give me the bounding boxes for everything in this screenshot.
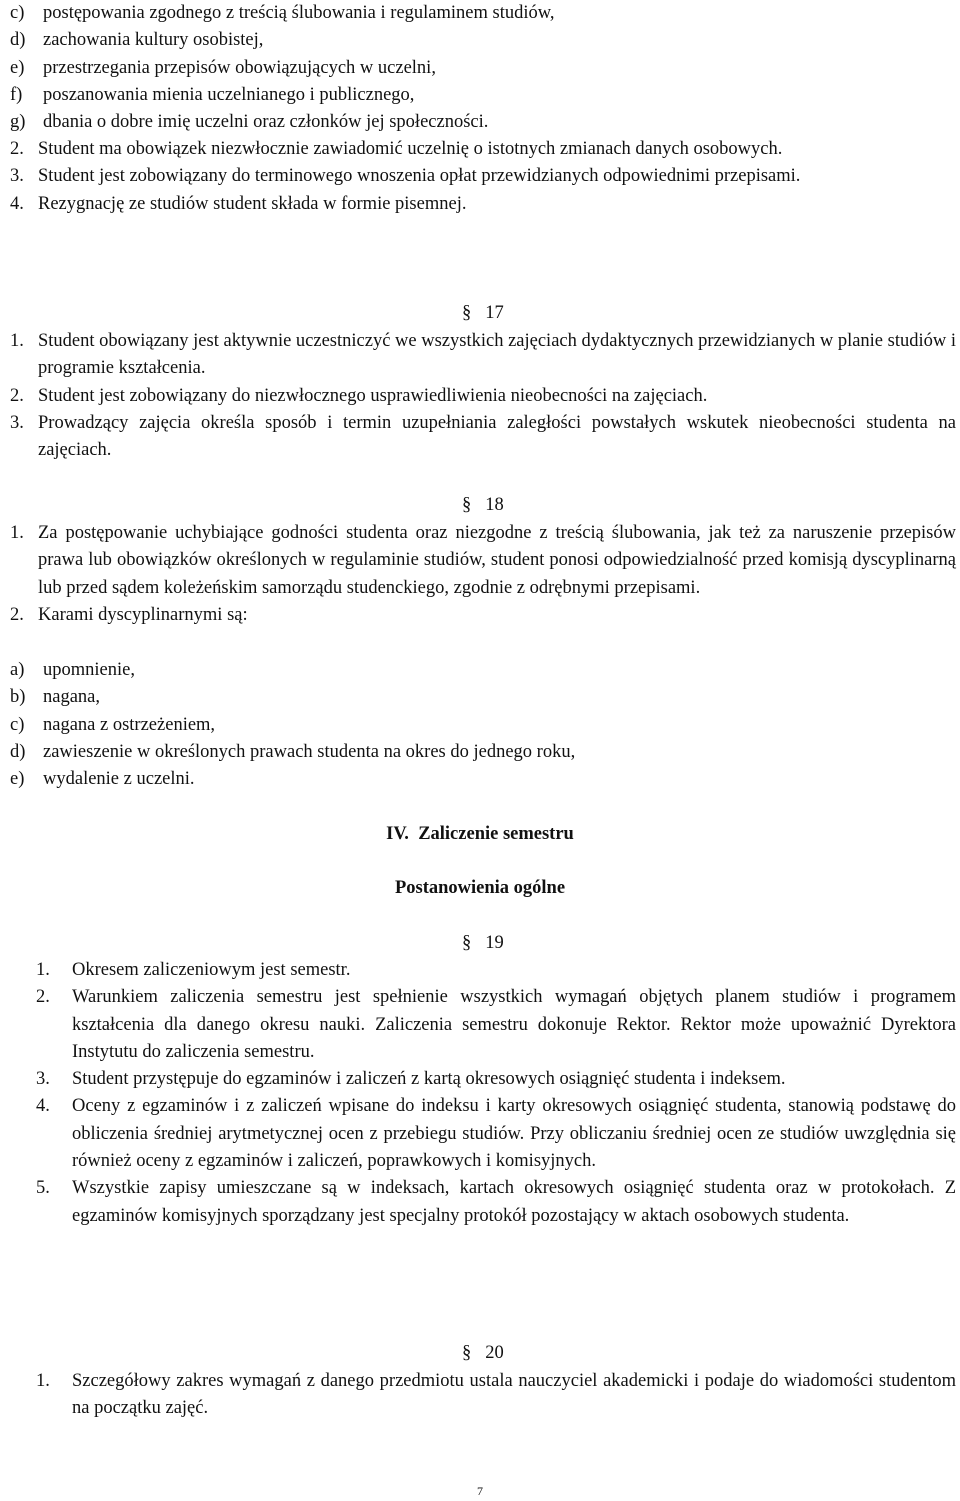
point-number: 2. xyxy=(10,385,24,406)
numbered-point xyxy=(10,602,956,629)
list-text: wydalenie z uczelni. xyxy=(43,769,195,790)
penalties-list xyxy=(10,657,956,793)
point-text: Wszystkie zapisy umieszczane są w indeksach, kartach okresowych osiągnięć studenta oraz w protokołach. Z egzaminów komisyjnych sporządzany jest specjalny protokół pozostający w aktach osobowych studenta. xyxy=(72,1178,956,1226)
list-marker: a) xyxy=(10,660,25,680)
list-text: upomnienie, xyxy=(43,660,135,680)
point-text: Karami dyscyplinarnymi są: xyxy=(38,604,248,625)
list-item xyxy=(10,684,956,711)
section-sign: § xyxy=(462,933,472,953)
list-marker: d) xyxy=(10,741,26,762)
numbered-point xyxy=(10,520,956,602)
list-item xyxy=(10,109,956,136)
list-text: nagana z ostrzeżeniem, xyxy=(43,714,216,735)
point-number: 1. xyxy=(10,331,24,351)
list-text: zawieszenie w określonych prawach studenta na okres do jednego roku, xyxy=(43,741,576,762)
list-marker: b) xyxy=(10,687,26,708)
list-marker: c) xyxy=(10,714,25,735)
points-list xyxy=(10,136,956,218)
page-number: 7 xyxy=(477,1484,483,1498)
section-18-heading xyxy=(462,492,504,519)
list-item xyxy=(10,657,956,684)
point-text: Za postępowanie uchybiające godności studenta oraz niezgodne z treścią ślubowania, jak też za naruszenie przepisów prawa lub obowiązków określonych w regulaminie studiów, student ponosi odpowiedzialność przed komisją dyscyplinarną lub przed sądem koleżeńskim samorządu studenckiego, zgodnie z odrębnymi przepisami. xyxy=(38,523,956,598)
point-text: Student przystępuje do egzaminów i zaliczeń z kartą okresowych osiągnięć studenta i indeksem. xyxy=(72,1069,786,1090)
chapter-numeral: IV. xyxy=(386,824,409,844)
numbered-point xyxy=(10,383,956,410)
section-number: 18 xyxy=(485,495,504,515)
section-19-points xyxy=(36,957,956,1230)
numbered-point xyxy=(10,163,956,190)
list-marker: e) xyxy=(10,57,25,78)
list-text: poszanowania mienia uczelnianego i publicznego, xyxy=(43,84,415,105)
section-19-heading xyxy=(462,930,504,957)
point-number: 2. xyxy=(10,139,24,159)
obligations-list xyxy=(10,0,956,136)
point-text: Student jest zobowiązany do niezwłocznego usprawiedliwienia nieobecności na zajęciach. xyxy=(38,385,708,406)
point-number: 3. xyxy=(10,166,24,187)
point-number: 4. xyxy=(36,1096,50,1117)
point-number: 3. xyxy=(10,412,24,433)
list-item xyxy=(10,766,956,793)
point-text: Student ma obowiązek niezwłocznie zawiadomić uczelnię o istotnych zmianach danych osobowych. xyxy=(38,139,783,159)
numbered-point xyxy=(36,984,956,1066)
list-text: postępowania zgodnego z treścią ślubowania i regulaminem studiów, xyxy=(43,3,555,23)
numbered-point xyxy=(36,1175,956,1230)
numbered-point xyxy=(36,957,956,984)
numbered-point xyxy=(10,328,956,383)
subheading: Postanowienia ogólne xyxy=(394,878,566,898)
point-text: Rezygnację ze studiów student składa w formie pisemnej. xyxy=(38,193,467,214)
section-number: 19 xyxy=(485,933,504,953)
point-number: 1. xyxy=(10,523,24,543)
point-text: Student obowiązany jest aktywnie uczestniczyć we wszystkich zajęciach dydaktycznych przewidzianych w planie studiów i programie kształcenia. xyxy=(38,331,956,379)
numbered-point xyxy=(36,1066,956,1093)
numbered-point xyxy=(10,410,956,465)
list-marker: c) xyxy=(10,3,25,23)
point-number: 1. xyxy=(36,1371,50,1391)
section-20-points xyxy=(36,1368,956,1423)
list-text: dbania o dobre imię uczelni oraz członków jej społeczności. xyxy=(43,112,489,133)
section-20-heading xyxy=(462,1340,504,1367)
point-number: 1. xyxy=(36,960,50,980)
list-marker: d) xyxy=(10,30,26,51)
list-text: zachowania kultury osobistej, xyxy=(43,30,264,51)
section-sign: § xyxy=(462,1343,472,1363)
point-text: Student jest zobowiązany do terminowego wnoszenia opłat przewidzianych odpowiednimi przepisami. xyxy=(38,166,801,187)
section-sign: § xyxy=(462,303,472,323)
list-marker: f) xyxy=(10,84,23,105)
list-item xyxy=(10,712,956,739)
chapter-heading xyxy=(0,821,960,848)
list-text: nagana, xyxy=(43,687,101,708)
point-text: Warunkiem zaliczenia semestru jest spełnienie wszystkich wymagań objętych planem studiów i programem kształcenia dla danego okresu nauki. Zaliczenia semestru dokonuje Rektor. Rektor może upoważnić Dyrektora Instytutu do zaliczenia semestru. xyxy=(72,987,956,1062)
list-item xyxy=(10,0,956,27)
list-marker: g) xyxy=(10,112,26,133)
list-item xyxy=(10,55,956,82)
section-17-heading xyxy=(462,300,504,327)
numbered-point xyxy=(10,136,956,163)
section-number: 20 xyxy=(485,1343,504,1363)
numbered-point xyxy=(36,1093,956,1175)
list-text: przestrzegania przepisów obowiązujących w uczelni, xyxy=(43,57,436,78)
point-text: Szczegółowy zakres wymagań z danego przedmiotu ustala nauczyciel akademicki i podaje do wiadomości studentom na początku zajęć. xyxy=(72,1371,956,1419)
point-text: Okresem zaliczeniowym jest semestr. xyxy=(72,960,351,980)
numbered-point xyxy=(36,1368,956,1423)
chapter-title: Zaliczenie semestru xyxy=(418,824,574,844)
section-number: 17 xyxy=(485,303,504,323)
section-18-points xyxy=(10,520,956,629)
point-number: 2. xyxy=(10,604,24,625)
point-number: 5. xyxy=(36,1178,50,1199)
list-item xyxy=(10,82,956,109)
point-number: 4. xyxy=(10,193,24,214)
numbered-point xyxy=(10,191,956,218)
list-marker: e) xyxy=(10,769,25,790)
point-number: 3. xyxy=(36,1069,50,1090)
list-item xyxy=(10,739,956,766)
section-17-points xyxy=(10,328,956,464)
point-text: Oceny z egzaminów i z zaliczeń wpisane do indeksu i karty okresowych osiągnięć studenta, stanowią podstawę do obliczenia średniej arytmetycznej ocen z przebiegu studiów. Przy obliczaniu średniej ocen ze studiów uwzględnia się również oceny z egzaminów i zaliczeń, poprawkowych i komisyjnych. xyxy=(72,1096,956,1172)
section-sign: § xyxy=(462,495,472,515)
list-item xyxy=(10,27,956,54)
point-text: Prowadzący zajęcia określa sposób i termin uzupełniania zaległości powstałych wskutek nieobecności studenta na zajęciach. xyxy=(38,412,956,461)
point-number: 2. xyxy=(36,987,50,1008)
